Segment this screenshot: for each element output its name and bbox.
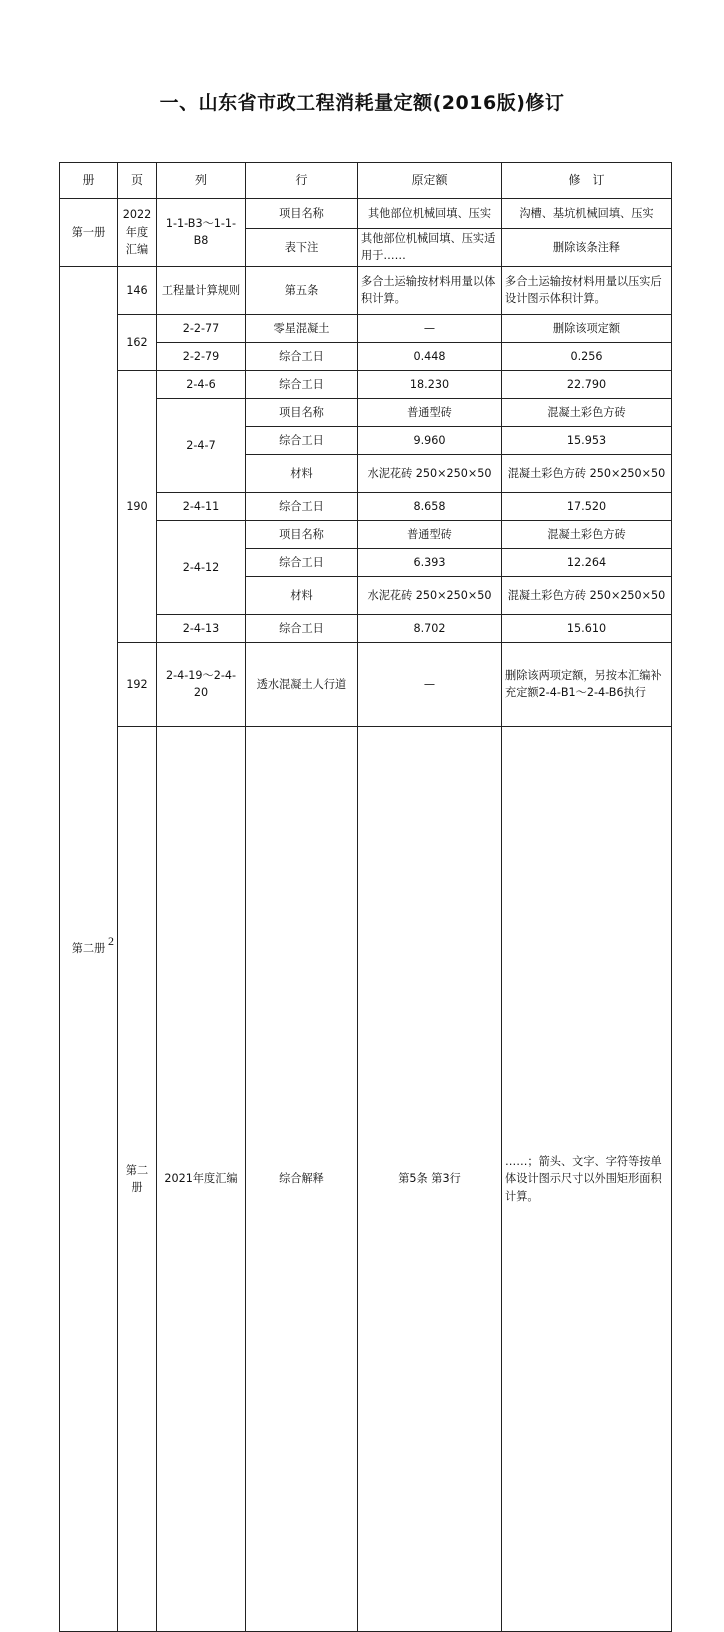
cell-original: 8.658 <box>358 492 502 520</box>
cell-column: 2-2-79 <box>157 342 246 370</box>
cell-row: 综合工日 <box>246 548 358 576</box>
cell-row: 透水混凝土人行道 <box>246 642 358 726</box>
revision-table <box>59 162 672 1632</box>
table-row <box>60 266 672 314</box>
header-original: 原定额 <box>358 163 502 199</box>
cell-column: 2-4-7 <box>157 398 246 492</box>
cell-revision: 17.520 <box>502 492 672 520</box>
cell-row: 项目名称 <box>246 199 358 229</box>
cell-row: 材料 <box>246 576 358 614</box>
cell-revision: 删除该两项定额，另按本汇编补充定额2-4-B1～2-4-B6执行 <box>502 642 672 726</box>
cell-original: 9.960 <box>358 426 502 454</box>
cell-column: 2-2-77 <box>157 314 246 342</box>
cell-original: 6.393 <box>358 548 502 576</box>
cell-page: 192 <box>118 642 157 726</box>
cell-original: — <box>358 314 502 342</box>
cell-original: 8.702 <box>358 614 502 642</box>
cell-row: 综合工日 <box>246 426 358 454</box>
cell-book: 第二册 <box>118 726 157 1632</box>
cell-revision: 15.953 <box>502 426 672 454</box>
cell-original: 水泥花砖 250×250×50 <box>358 454 502 492</box>
cell-row: 综合工日 <box>246 342 358 370</box>
cell-revision: 沟槽、基坑机械回填、压实 <box>502 199 672 229</box>
cell-revision: 0.256 <box>502 342 672 370</box>
cell-column: 2-4-11 <box>157 492 246 520</box>
cell-revision: 多合土运输按材料用量以压实后设计图示体积计算。 <box>502 266 672 314</box>
document-title: 一、山东省市政工程消耗量定额(2016版)修订 <box>159 92 565 114</box>
cell-row: 第五条 <box>246 266 358 314</box>
table-row <box>60 370 672 398</box>
header-row: 行 <box>246 163 358 199</box>
cell-column: 2-4-19～2-4-20 <box>157 642 246 726</box>
cell-row: 综合工日 <box>246 370 358 398</box>
cell-original: 多合土运输按材料用量以体积计算。 <box>358 266 502 314</box>
cell-row: 材料 <box>246 454 358 492</box>
cell-original: 0.448 <box>358 342 502 370</box>
cell-revision: 12.264 <box>502 548 672 576</box>
cell-row: 第5条 第3行 <box>358 726 502 1632</box>
cell-original: 其他部位机械回填、压实 <box>358 199 502 229</box>
cell-column: 2-4-13 <box>157 614 246 642</box>
cell-original: 水泥花砖 250×250×50 <box>358 576 502 614</box>
cell-original: 普通型砖 <box>358 398 502 426</box>
cell-row: 综合工日 <box>246 492 358 520</box>
cell-page: 2021年度汇编 <box>157 726 246 1632</box>
table-row <box>60 199 672 229</box>
cell-original: — <box>358 642 502 726</box>
cell-original: 18.230 <box>358 370 502 398</box>
cell-revision: 删除该项定额 <box>502 314 672 342</box>
cell-book: 第一册 <box>60 199 118 267</box>
cell-book: 第二册 <box>60 266 118 1632</box>
cell-column: 工程量计算规则 <box>157 266 246 314</box>
cell-column: 2-4-6 <box>157 370 246 398</box>
table-row <box>60 314 672 342</box>
table-row <box>60 642 672 726</box>
cell-revision: 混凝土彩色方砖 <box>502 520 672 548</box>
cell-page: 2022年度汇编 <box>118 199 157 267</box>
cell-row: 表下注 <box>246 229 358 267</box>
cell-row: 项目名称 <box>246 520 358 548</box>
cell-column: 综合解释 <box>246 726 358 1632</box>
page-number: 2 <box>108 934 114 948</box>
cell-revision: 22.790 <box>502 370 672 398</box>
cell-revision: 15.610 <box>502 614 672 642</box>
cell-revision: 混凝土彩色方砖 <box>502 398 672 426</box>
table-header-row <box>60 163 672 199</box>
cell-revision: 混凝土彩色方砖 250×250×50 <box>502 454 672 492</box>
header-revision: 修 订 <box>502 163 672 199</box>
cell-original: 其他部位机械回填、压实适用于…… <box>358 229 502 267</box>
cell-column: 2-4-12 <box>157 520 246 614</box>
table-row <box>60 726 672 1632</box>
cell-row: 零星混凝土 <box>246 314 358 342</box>
cell-revision: 删除该条注释 <box>502 229 672 267</box>
header-column: 列 <box>157 163 246 199</box>
cell-row: 项目名称 <box>246 398 358 426</box>
header-page: 页 <box>118 163 157 199</box>
cell-page: 162 <box>118 314 157 370</box>
cell-revision: 混凝土彩色方砖 250×250×50 <box>502 576 672 614</box>
cell-page: 146 <box>118 266 157 314</box>
cell-row: 综合工日 <box>246 614 358 642</box>
cell-column: 1-1-B3～1-1-B8 <box>157 199 246 267</box>
cell-original: ……；箭头、文字、字符等按单体设计图示尺寸以外围矩形面积计算。 <box>502 726 672 1632</box>
cell-original: 普通型砖 <box>358 520 502 548</box>
cell-page: 190 <box>118 370 157 642</box>
header-book: 册 <box>60 163 118 199</box>
